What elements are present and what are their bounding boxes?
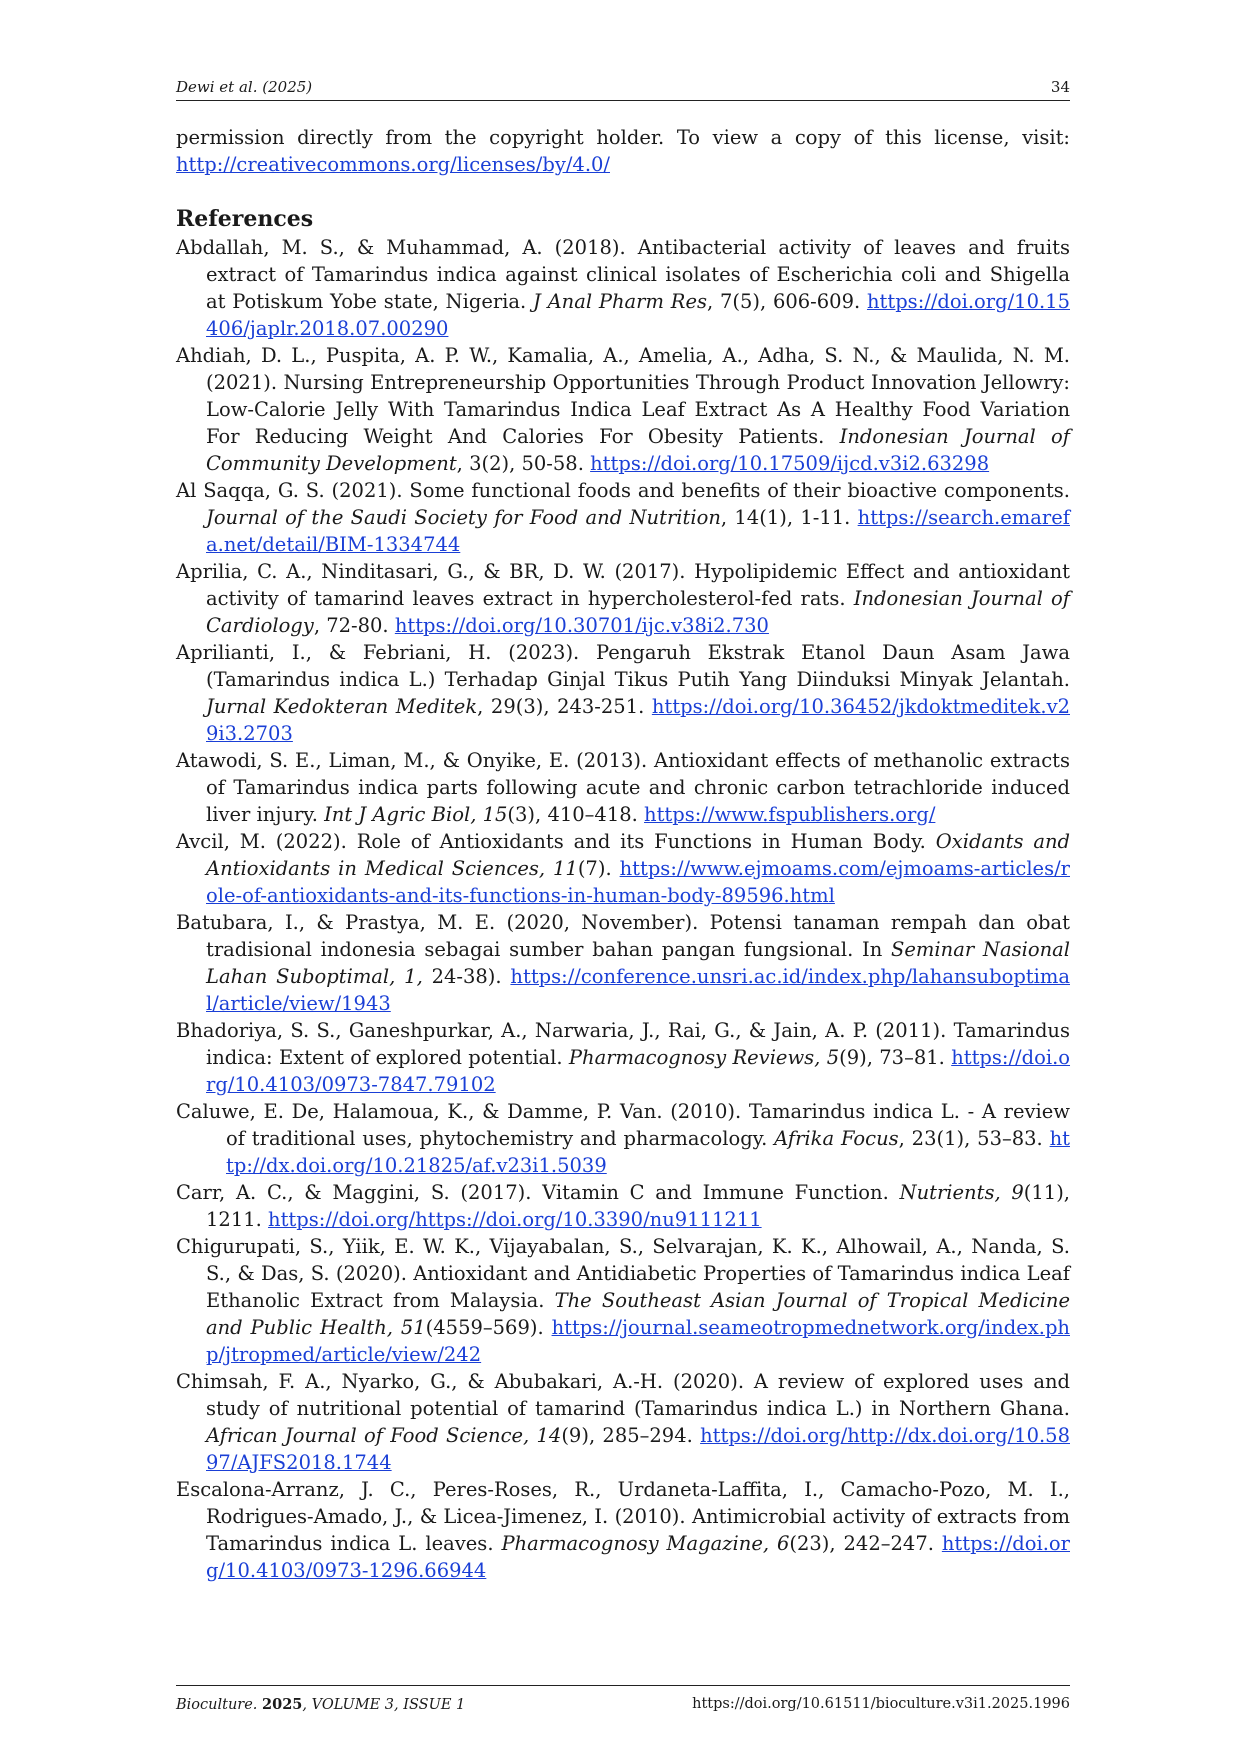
reference-journal: African Journal of Food Science, 14 [206,1424,562,1447]
reference-journal: J Anal Pharm Res [533,290,707,313]
reference-entry [176,558,1070,639]
reference-entry [176,1098,1070,1179]
reference-link[interactable]: https://doi.org/10.30701/ijc.v38i2.730 [394,614,769,637]
footer-year: 2025 [262,1696,303,1713]
reference-entry [176,1179,1070,1233]
reference-link[interactable]: https://conference.unsri.ac.id/index.php/lahansuboptimal/article/view/1943 [206,965,1070,1015]
reference-entry [176,342,1070,477]
license-link[interactable]: http://creativecommons.org/licenses/by/4.0/ [176,153,610,176]
footer-doi: https://doi.org/10.61511/bioculture.v3i1.2025.1996 [692,1696,1070,1712]
footer-volume-issue: , VOLUME 3, ISSUE 1 [302,1697,466,1713]
reference-link[interactable]: https://www.ejmoams.com/ejmoams-articles/role-of-antioxidants-and-its-functions-in-human-body-89596.html [206,857,1070,907]
reference-link[interactable]: https://doi.org/http://dx.doi.org/10.5897/AJFS2018.1744 [206,1424,1070,1474]
reference-volume-pages: (23), 242–247. [789,1532,942,1555]
reference-volume-pages: , 72-80. [313,614,395,637]
reference-link[interactable]: http://dx.doi.org/10.21825/af.v23i1.5039 [226,1127,1070,1177]
reference-link[interactable]: https://doi.org/10.4103/0973-1296.66944 [206,1532,1070,1582]
reference-journal: Indonesian Journal of Cardiology [206,587,1071,637]
reference-citation: Atawodi, S. E., Liman, M., & Onyike, E. (2013). Antioxidant effects of methanolic extracts of Tamarindus indica parts following acute and chronic carbon tetrachloride induced liver injury. [176,749,1070,826]
reference-citation: Escalona-Arranz, J. C., Peres-Roses, R., Urdaneta-Laffita, I., Camacho-Pozo, M. I., Rodrigues-Amado, J., & Licea-Jimenez, I. (2010). Antimicrobial activity of extracts from Tamarindus indica L. leaves. [176,1478,1070,1555]
reference-link[interactable]: https://www.fspublishers.org/ [644,803,936,826]
reference-citation: Bhadoriya, S. S., Ganeshpurkar, A., Narwaria, J., Rai, G., & Jain, A. P. (2011). Tamarindus indica: Extent of explored potential. [176,1019,1070,1069]
reference-list [176,234,1070,1584]
reference-journal: Afrika Focus [774,1127,899,1150]
running-head: Dewi et al. (2025) [176,78,313,96]
references-heading: References [176,206,314,232]
license-text: permission directly from the copyright holder. To view a copy of this license, visit: [176,126,1070,149]
reference-link[interactable]: https://journal.seameotropmednetwork.org/index.php/jtropmed/article/view/242 [206,1316,1070,1366]
reference-journal: Pharmacognosy Magazine, 6 [501,1532,790,1555]
reference-volume-pages: (11), 1211. [206,1181,1071,1231]
reference-entry [176,1017,1070,1098]
reference-link[interactable]: https://doi.org/10.15406/japlr.2018.07.00290 [206,290,1070,340]
reference-entry [176,477,1070,558]
reference-citation: Abdallah, M. S., & Muhammad, A. (2018). Antibacterial activity of leaves and fruits extract of Tamarindus indica against clinical isolates of Escherichia coli and Shigella at Potiskum Yobe state, Nigeria. [176,236,1070,313]
page-header [176,74,1070,101]
reference-entry [176,1368,1070,1476]
reference-link[interactable]: https://doi.org/10.17509/ijcd.v3i2.63298 [590,452,990,475]
reference-volume-pages: (3), 410–418. [507,803,645,826]
reference-volume-pages: (9), 285–294. [561,1424,701,1447]
reference-citation: Caluwe, E. De, Halamoua, K., & Damme, P. Van. (2010). Tamarindus indica L. - A review of traditional uses, phytochemistry and pharmacology. [176,1100,1070,1150]
reference-citation: Avcil, M. (2022). Role of Antioxidants and its Functions in Human Body. [176,830,936,853]
reference-entry [176,1476,1070,1584]
reference-journal: Int J Agric Biol, 15 [324,803,508,826]
main-content [176,124,1070,1584]
reference-entry [176,234,1070,342]
reference-journal: Journal of the Saudi Society for Food and Nutrition [206,506,721,529]
reference-volume-pages: , 7(5), 606-609. [707,290,867,313]
reference-citation: Batubara, I., & Prastya, M. E. (2020, November). Potensi tanaman rempah dan obat tradisional indonesia sebagai sumber bahan pangan fungsional. In [176,911,1070,961]
reference-volume-pages: (4559–569). [425,1316,552,1339]
page-footer [176,1685,1070,1713]
reference-volume-pages: , 3(2), 50-58. [456,452,591,475]
reference-volume-pages: , 29(3), 243-251. [477,695,652,718]
reference-journal: Seminar Nasional Lahan Suboptimal, 1, [206,938,1070,988]
reference-entry [176,1233,1070,1368]
reference-journal: Oxidants and Antioxidants in Medical Sciences, 11 [206,830,1070,880]
reference-link[interactable]: https://doi.org/10.36452/jkdoktmeditek.v29i3.2703 [206,695,1070,745]
license-paragraph [176,124,1070,178]
reference-volume-pages: , 23(1), 53–83. [898,1127,1050,1150]
reference-volume-pages: (7). [577,857,620,880]
reference-citation: Ahdiah, D. L., Puspita, A. P. W., Kamalia, A., Amelia, A., Adha, S. N., & Maulida, N. M. (2021). Nursing Entrepreneurship Opportunities Through Product Innovation Jellowry: Low-Calorie Jelly With Tamarindus Indica Leaf Extract As A Healthy Food Variation For Reducing Weight And Calories For Obesity Patients. [176,344,1070,448]
footer-journal-name: Bioculture. [176,1697,258,1713]
reference-citation: Chimsah, F. A., Nyarko, G., & Abubakari, A.-H. (2020). A review of explored uses and study of nutritional potential of tamarind (Tamarindus indica L.) in Northern Ghana. [176,1370,1070,1420]
reference-volume-pages: , 14(1), 1-11. [720,506,858,529]
reference-entry [176,747,1070,828]
reference-entry [176,828,1070,909]
reference-citation: Carr, A. C., & Maggini, S. (2017). Vitamin C and Immune Function. [176,1181,900,1204]
footer-journal [176,1696,465,1713]
reference-entry [176,639,1070,747]
reference-journal: The Southeast Asian Journal of Tropical Medicine and Public Health, 51 [206,1289,1070,1339]
reference-link[interactable]: https://doi.org/10.4103/0973-7847.79102 [206,1046,1071,1096]
reference-citation: Al Saqqa, G. S. (2021). Some functional foods and benefits of their bioactive components. [176,479,1070,502]
reference-entry [176,909,1070,1017]
reference-citation: Aprilia, C. A., Ninditasari, G., & BR, D. W. (2017). Hypolipidemic Effect and antioxidant activity of tamarind leaves extract in hypercholesterol-fed rats. [176,560,1070,610]
page-number: 34 [1050,78,1070,96]
reference-link[interactable]: https://search.emarefa.net/detail/BIM-1334744 [206,506,1070,556]
reference-citation: Chigurupati, S., Yiik, E. W. K., Vijayabalan, S., Selvarajan, K. K., Alhowail, A., Nanda, S. S., & Das, S. (2020). Antioxidant and Antidiabetic Properties of Tamarindus indica Leaf Ethanolic Extract from Malaysia. [176,1235,1070,1312]
reference-journal: Nutrients, 9 [899,1181,1024,1204]
reference-citation: Aprilianti, I., & Febriani, H. (2023). Pengaruh Ekstrak Etanol Daun Asam Jawa (Tamarindus indica L.) Terhadap Ginjal Tikus Putih Yang Diinduksi Minyak Jelantah. [176,641,1070,691]
reference-volume-pages: (9), 73–81. [839,1046,952,1069]
reference-journal: Jurnal Kedokteran Meditek [206,695,478,718]
reference-journal: Indonesian Journal of Community Development [206,425,1070,475]
reference-volume-pages: 24-38). [422,965,511,988]
reference-link[interactable]: https://doi.org/https://doi.org/10.3390/nu9111211 [268,1208,762,1231]
reference-journal: Pharmacognosy Reviews, 5 [568,1046,840,1069]
